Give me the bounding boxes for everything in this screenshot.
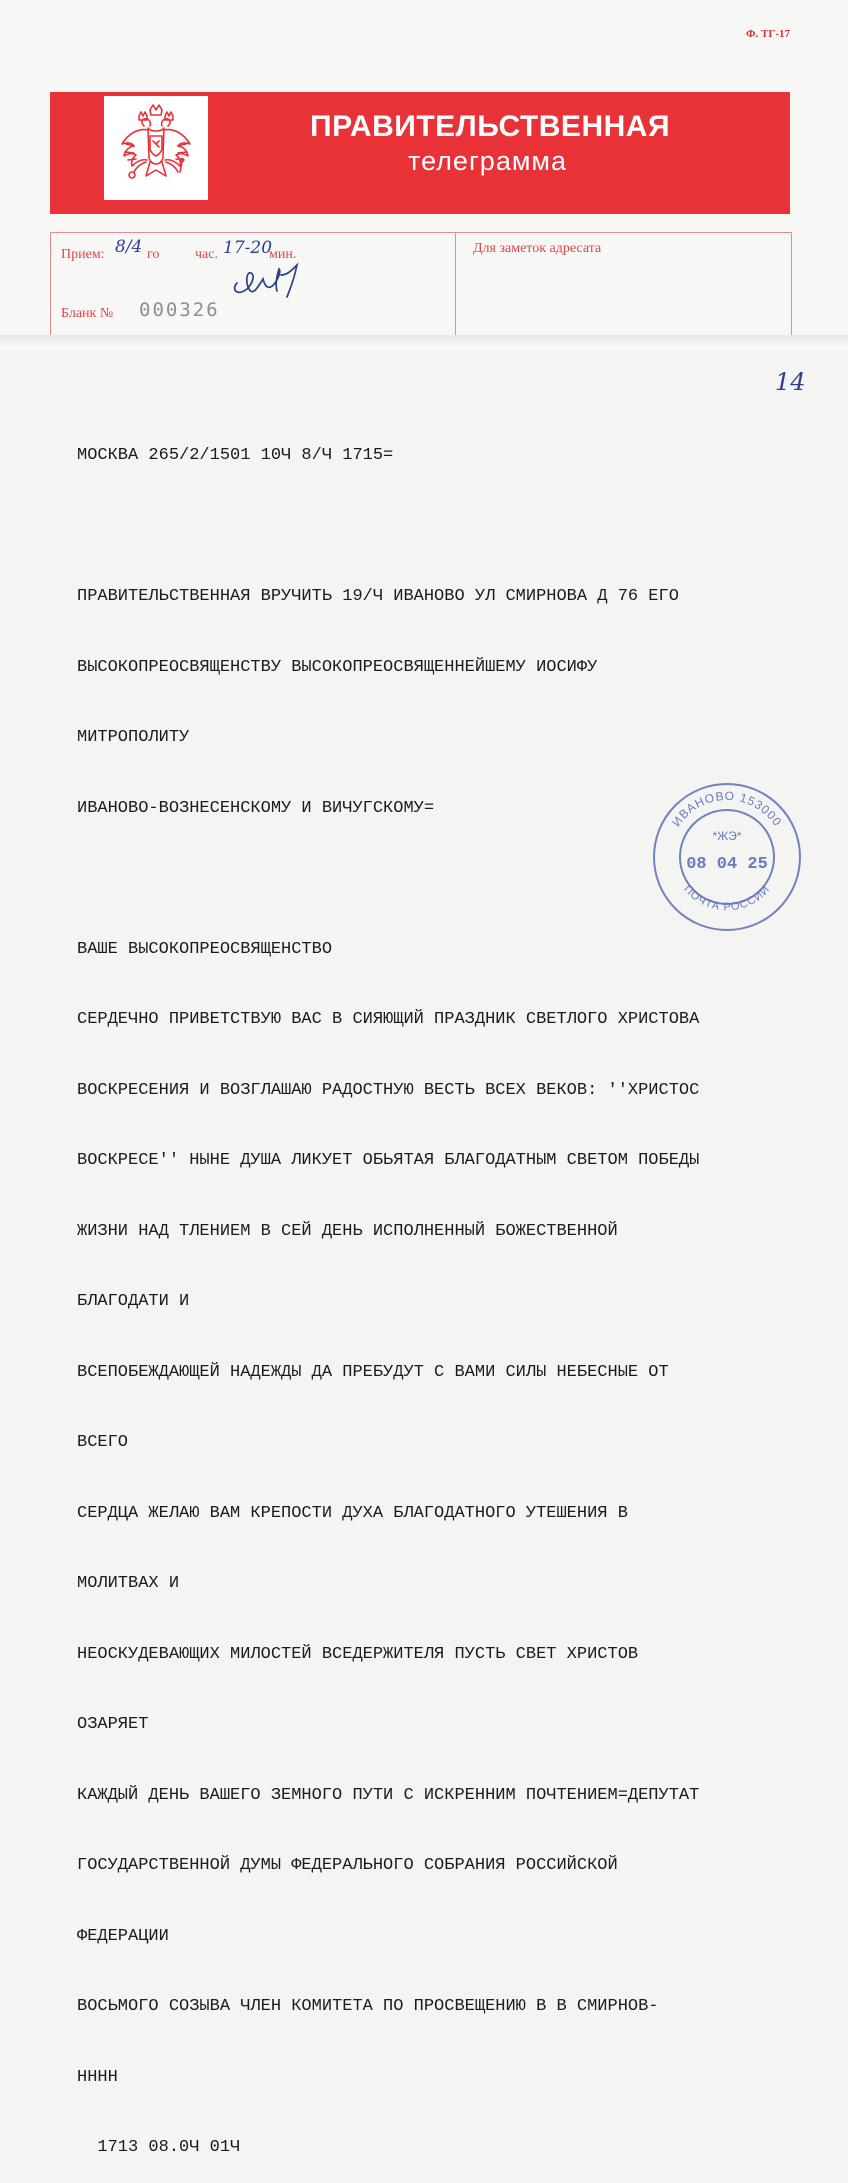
telegram-line: СЕРДЕЧНО ПРИВЕТСТВУЮ ВАС В СИЯЮЩИЙ ПРАЗДНИК СВЕТЛОГО ХРИСТОВА bbox=[77, 1010, 700, 1029]
telegram-line: 1713 08.0Ч 01Ч bbox=[77, 2138, 241, 2157]
blank-label: Бланк № bbox=[61, 306, 114, 321]
minutes-label: мин. bbox=[269, 247, 297, 262]
received-time: 17-20 bbox=[223, 238, 273, 258]
stamp-top-text: ИВАНОВО 153000 bbox=[669, 788, 785, 830]
stamp-mid-text: *ЖЭ* bbox=[712, 829, 742, 843]
svg-text:ПОЧТА РОССИИ bbox=[681, 883, 772, 913]
telegram-line: ВОСЬМОГО СОЗЫВА ЧЛЕН КОМИТЕТА ПО ПРОСВЕЩЕНИЮ В В СМИРНОВ- bbox=[77, 1997, 659, 2016]
telegram-line: МОЛИТВАХ И bbox=[77, 1574, 180, 1593]
svg-text:ИВАНОВО 153000 bbox=[669, 789, 785, 829]
telegram-body bbox=[77, 397, 777, 2183]
header-banner bbox=[50, 92, 790, 214]
telegram-line: БЛАГОДАТИ И bbox=[77, 1292, 190, 1311]
postal-stamp bbox=[648, 778, 806, 936]
telegram-line bbox=[77, 515, 777, 539]
telegram-line: НННН bbox=[77, 2067, 118, 2087]
telegram-line: ОЗАРЯЕТ bbox=[77, 1715, 149, 1734]
telegram-line: ВСЕГО bbox=[77, 1433, 129, 1452]
go-label: го bbox=[147, 247, 160, 262]
banner-subtitle: телеграмма bbox=[408, 146, 567, 176]
hour-label: час. bbox=[195, 247, 218, 262]
telegram-line: КАЖДЫЙ ДЕНЬ ВАШЕГО ЗЕМНОГО ПУТИ С ИСКРЕННИМ ПОЧТЕНИЕМ=ДЕПУТАТ bbox=[77, 1785, 700, 1805]
form-code: Ф. ТГ-17 bbox=[746, 28, 790, 40]
telegram-line: ВАШЕ ВЫСОКОПРЕОСВЯЩЕНСТВО bbox=[77, 939, 333, 959]
telegram-line: ВЫСОКОПРЕОСВЯЩЕНСТВУ ВЫСОКОПРЕОСВЯЩЕННЕЙШЕМУ ИОСИФУ bbox=[77, 657, 598, 677]
page-number: 14 bbox=[775, 368, 806, 396]
telegram-line: МИТРОПОЛИТУ bbox=[77, 728, 190, 747]
stamp-bottom-text: ПОЧТА РОССИИ bbox=[681, 883, 773, 914]
received-label: Прием: bbox=[61, 247, 105, 262]
tape-edge bbox=[0, 335, 848, 349]
signature bbox=[223, 255, 323, 305]
telegram-line: ИВАНОВО-ВОЗНЕСЕНСКОМУ И ВИЧУГСКОМУ= bbox=[77, 798, 435, 818]
telegram-line: НЕОСКУДЕВАЮЩИХ МИЛОСТЕЙ ВСЕДЕРЖИТЕЛЯ ПУСТЬ СВЕТ ХРИСТОВ bbox=[77, 1644, 639, 1664]
telegram-line: МОСКВА 265/2/1501 10Ч 8/Ч 1715= bbox=[77, 446, 394, 465]
reception-info-box bbox=[50, 232, 792, 340]
notes-label: Для заметок адресата bbox=[473, 241, 602, 256]
banner-title: ПРАВИТЕЛЬСТВЕННАЯ bbox=[310, 110, 671, 143]
telegram-line: ВОСКРЕСЕ'' НЫНЕ ДУША ЛИКУЕТ ОБЬЯТАЯ БЛАГОДАТНЫМ СВЕТОМ ПОБЕДЫ bbox=[77, 1151, 700, 1170]
blank-number: 000326 bbox=[139, 299, 220, 321]
telegram-line: ВСЕПОБЕЖДАЮЩЕЙ НАДЕЖДЫ ДА ПРЕБУДУТ С ВАМИ СИЛЫ НЕБЕСНЫЕ ОТ bbox=[77, 1362, 669, 1382]
stamp-date: 08 04 25 bbox=[686, 855, 768, 874]
telegram-line: СЕРДЦА ЖЕЛАЮ ВАМ КРЕПОСТИ ДУХА БЛАГОДАТНОГО УТЕШЕНИЯ В bbox=[77, 1503, 628, 1523]
telegram-line: ВОСКРЕСЕНИЯ И ВОЗГЛАШАЮ РАДОСТНУЮ ВЕСТЬ ВСЕХ ВЕКОВ: ''ХРИСТОС bbox=[77, 1080, 700, 1100]
info-divider bbox=[455, 233, 456, 339]
coat-of-arms-emblem-icon bbox=[104, 96, 208, 200]
telegram-line: ЖИЗНИ НАД ТЛЕНИЕМ В СЕЙ ДЕНЬ ИСПОЛНЕННЫЙ БОЖЕСТВЕННОЙ bbox=[77, 1221, 618, 1241]
received-date: 8/4 bbox=[115, 237, 143, 257]
telegram-line: ФЕДЕРАЦИИ bbox=[77, 1926, 169, 1946]
telegram-line: ГОСУДАРСТВЕННОЙ ДУМЫ ФЕДЕРАЛЬНОГО СОБРАНИЯ РОССИЙСКОЙ bbox=[77, 1856, 618, 1875]
telegram-line: ПРАВИТЕЛЬСТВЕННАЯ ВРУЧИТЬ 19/Ч ИВАНОВО УЛ СМИРНОВА Д 76 ЕГО bbox=[77, 587, 679, 606]
